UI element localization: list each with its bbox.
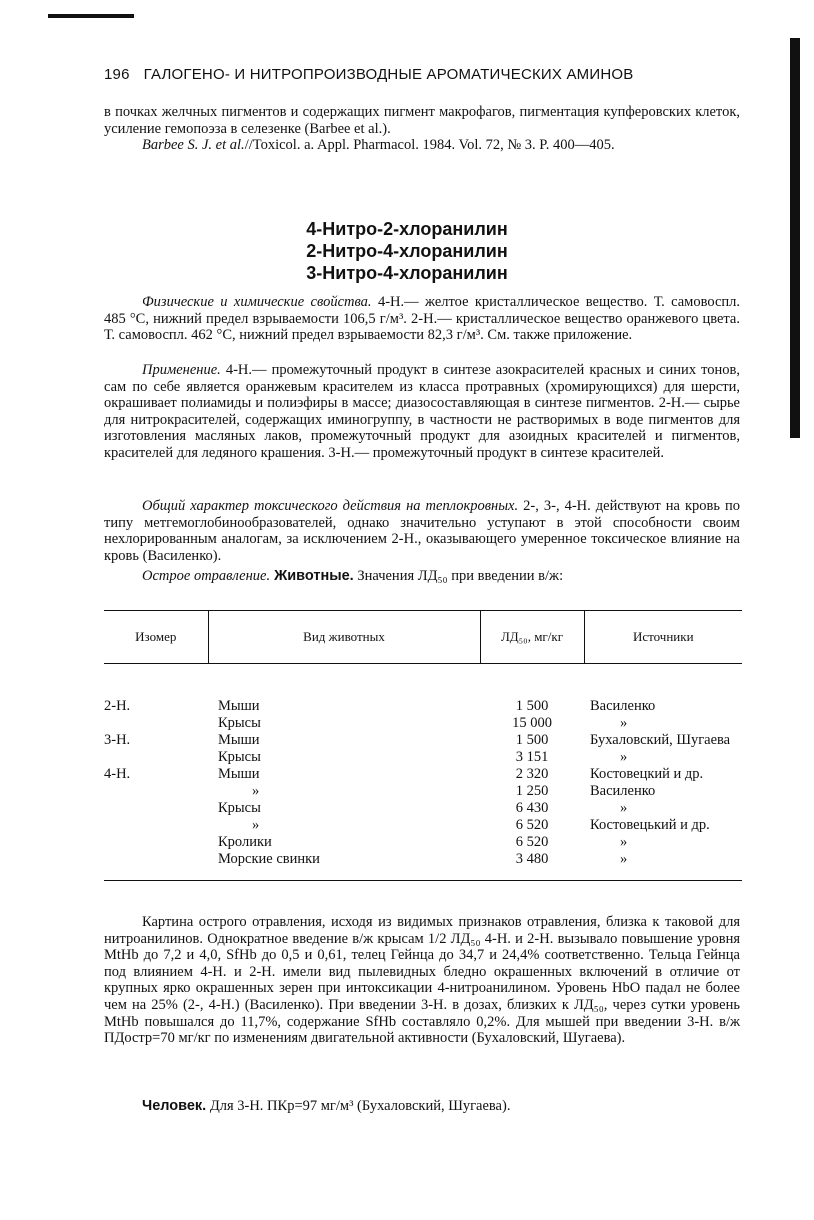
column-header: Источники xyxy=(584,611,742,664)
application-paragraph xyxy=(104,362,740,462)
source-cell: » xyxy=(620,800,628,816)
ld50-cell: 6 520 xyxy=(515,834,549,850)
isomer-cell xyxy=(104,834,208,851)
ld50-cell: 3 151 xyxy=(515,749,549,765)
animal-cell: Мыши xyxy=(218,732,260,748)
clinical-picture-paragraph xyxy=(104,914,740,1047)
isomer-cell: 2-Н. xyxy=(104,698,131,714)
source-cell: Василенко xyxy=(590,783,656,799)
table-row xyxy=(104,749,742,766)
ld50-table xyxy=(104,610,742,881)
section-heading: Общий характер токсического действия на теплокровных. xyxy=(142,498,519,514)
source-cell: » xyxy=(620,715,628,731)
top-rule-mark xyxy=(48,14,134,18)
isomer-cell xyxy=(104,800,208,817)
reference-source: //Toxicol. a. Appl. Pharmacol. 1984. Vol. 72, № 3. P. 400—405. xyxy=(244,137,615,154)
table-row xyxy=(104,732,742,749)
table-row xyxy=(104,664,742,716)
animal-cell: Морские свинки xyxy=(208,851,480,881)
section-text: 2-, 3-, 4-Н. действуют на кровь по типу метгемоглобинообразователей, однако значительно уступают в этой способности своим нехлорированным аналогам, за исключением 2-Н., оказывающего умеренное токсическое влияние на кровь (Василенко). xyxy=(104,498,741,564)
isomer-cell: 3-Н. xyxy=(104,732,131,748)
source-cell: Василенко xyxy=(590,698,656,714)
page-number: 196 xyxy=(104,66,130,83)
animal-cell: Кролики xyxy=(218,834,272,850)
source-cell: Бухаловский, Шугаева xyxy=(590,732,731,748)
compound-title: 4-Нитро-2-хлоранилин xyxy=(306,219,508,239)
animal-cell: Мыши xyxy=(218,766,260,782)
acute-poisoning-paragraph xyxy=(104,568,740,585)
table-row xyxy=(104,817,742,834)
isomer-cell xyxy=(104,817,208,834)
animal-cell: Крысы xyxy=(218,749,261,765)
ld50-cell: 1 500 xyxy=(515,698,549,714)
column-header: Изомер xyxy=(104,611,208,664)
reference-authors: Barbee S. J. et al. xyxy=(142,137,245,154)
human-label: Человек. xyxy=(142,1098,207,1114)
isomer-cell xyxy=(104,715,208,732)
ld50-cell: 1 500 xyxy=(515,732,549,748)
isomer-cell xyxy=(104,749,208,766)
source-cell: » xyxy=(620,749,628,765)
compound-title: 2-Нитро-4-хлоранилин xyxy=(306,241,508,261)
toxic-action-paragraph xyxy=(104,498,740,564)
ld50-cell: 1 250 xyxy=(515,783,549,799)
column-header: Вид животных xyxy=(208,611,480,664)
section-text: Значения ЛД₅₀ при введении в/ж: xyxy=(353,568,564,584)
animal-cell: Крысы xyxy=(218,800,261,816)
isomer-cell xyxy=(104,851,208,881)
table-row xyxy=(104,851,742,881)
table-row xyxy=(104,800,742,817)
physical-properties-paragraph xyxy=(104,294,740,344)
source-cell: » xyxy=(584,851,742,881)
source-cell: » xyxy=(620,834,628,850)
page-header xyxy=(104,66,744,83)
animal-cell: Крысы xyxy=(218,715,261,731)
table-row xyxy=(104,766,742,783)
section-heading: Физические и химические свойства. xyxy=(142,294,372,310)
isomer-cell xyxy=(104,783,208,800)
running-title: ГАЛОГЕНО- И НИТРОПРОИЗВОДНЫЕ АРОМАТИЧЕСКИХ АМИНОВ xyxy=(143,66,634,83)
human-paragraph xyxy=(104,1098,740,1115)
column-header: ЛД₅₀, мг/кг xyxy=(480,611,584,664)
intro-paragraph xyxy=(104,104,740,154)
ld50-cell: 2 320 xyxy=(515,766,549,782)
isomer-cell: 4-Н. xyxy=(104,766,131,782)
section-heading: Острое отравление. xyxy=(142,568,271,584)
source-cell: Костовецкий и др. xyxy=(590,766,704,782)
compound-title: 3-Нитро-4-хлоранилин xyxy=(306,263,508,283)
animal-cell: » xyxy=(252,817,260,833)
table-row xyxy=(104,715,742,732)
source-cell: Костовецький и др. xyxy=(590,817,710,833)
table-header-row xyxy=(104,611,742,664)
section-text: 4-Н.— желтое кристаллическое вещество. Т. самовоспл. 485 °С, нижний предел взрываемости 106,5 г/м³. 2-Н.— кристаллическое вещество оранжевого цвета. Т. самовоспл. 462 °С, нижний предел взрываемости 82,3 г/м³. См. также приложение. xyxy=(104,294,741,344)
section-text: Картина острого отравления, исходя из видимых признаков отравления, близка к таковой для нитроанилинов. Однократное введение в/ж крысам 1/2 ЛД₅₀ 4-Н. и 2-Н. вызывало повышение уровня MtHb до 7,2 и 4,0, SfHb до 0,5 и 0,61, телец Гейнца до 34,7 и 24,4% соответственно. Тельца Гейнца под влиянием 4-Н. и 2-Н. имели вид пылевидных бледно окрашенных включений в отличие от крупных ярко окрашенных зерен при интоксикации 4-нитроанилином. Уровень НbО падал не более чем на 25% (2-, 4-Н.) (Василенко). При введении 3-Н. в дозах, близких к ЛД₅₀, через сутки уровень MtHb повышался до 11,7%, содержание SfHb составляло 0,2%. Для мышей при введении 3-Н. в/ж ПДостр=70 мг/кг по изменениям двигательной активности (Бухаловский, Шугаева). xyxy=(104,914,740,1047)
section-text: Для 3-Н. ПКр=97 мг/м³ (Бухаловский, Шугаева). xyxy=(206,1098,511,1114)
animals-label: Животные. xyxy=(270,568,354,584)
ld50-cell: 6 520 xyxy=(515,817,549,833)
intro-text: в почках желчных пигментов и содержащих пигмент макрофагов, пигментация купферовских клеток, усиление гемопоэза в селезенке (Barbee et al.). xyxy=(104,104,740,137)
ld50-cell: 6 430 xyxy=(515,800,549,816)
section-heading: Применение. xyxy=(142,362,221,378)
ld50-cell: 3 480 xyxy=(480,851,584,881)
ld50-cell: 15 000 xyxy=(512,715,552,731)
table-row xyxy=(104,834,742,851)
compound-titles xyxy=(0,218,814,284)
animal-cell: » xyxy=(252,783,260,799)
section-text: 4-Н.— промежуточный продукт в синтезе азокрасителей красных и синих тонов, сам по себе является оранжевым красителем из класса протравных (хромирующихся) для шерсти, окрашивает полиамиды и полиэфиры в массе; диазосоставляющая в синтезе пигментов. 2-Н.— сырье для нитрокрасителей, содержащих иминогруппу, в частности не растворимых в воде пигментов для изготовления масляных лаков, промежуточный продукт для азоидных красителей и пигментов, красителей для ледяного крашения. 3-Н.— промежуточный продукт в синтезе красителей. xyxy=(104,362,740,461)
table-row xyxy=(104,783,742,800)
animal-cell: Мыши xyxy=(218,698,260,714)
